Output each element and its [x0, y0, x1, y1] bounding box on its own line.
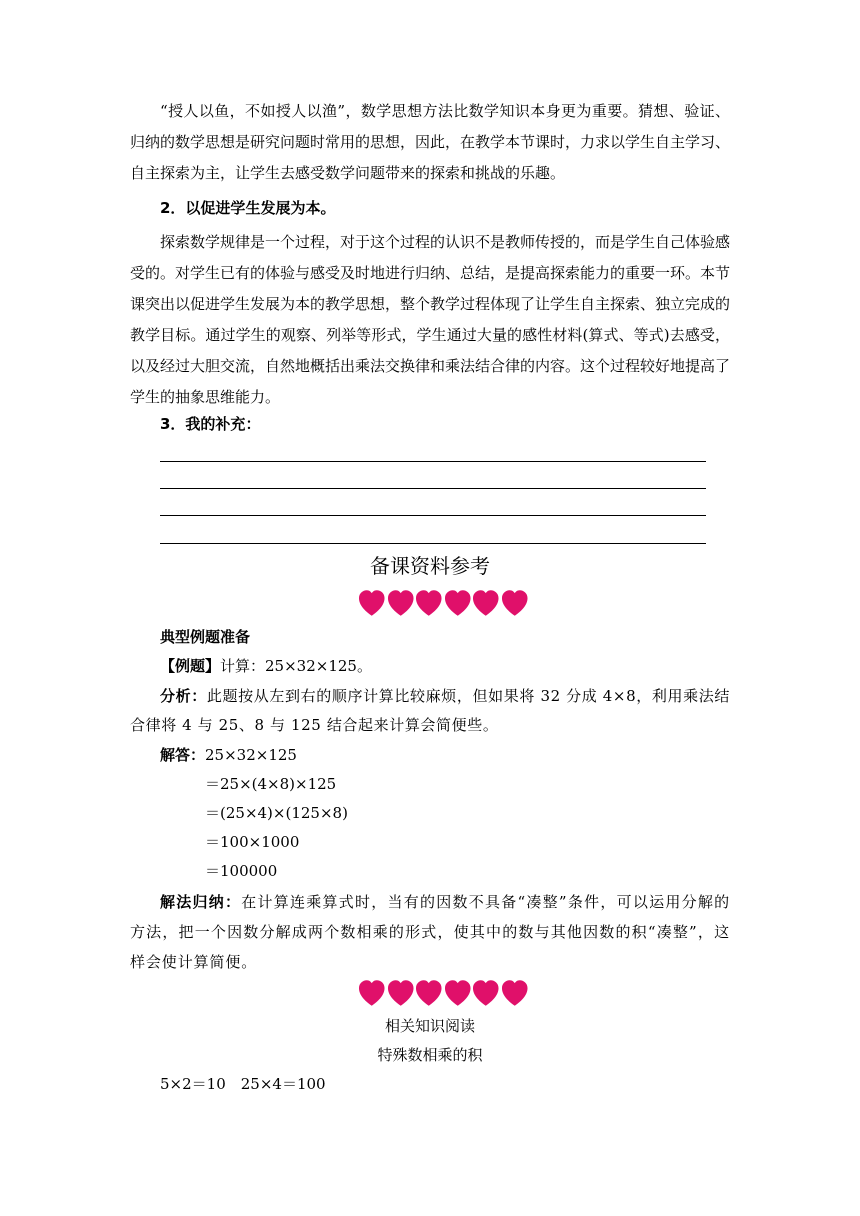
- heart-icon: [472, 979, 500, 1007]
- heading-promote-development: 2．以促进学生发展为本。: [160, 199, 336, 217]
- answer-step: ＝100×1000: [205, 833, 300, 851]
- analysis-label: 分析：: [160, 687, 207, 705]
- answer-step: ＝(25×4)×(125×8): [205, 804, 348, 822]
- heart-icon: [501, 979, 529, 1007]
- heart-icon: [358, 979, 386, 1007]
- heart-icon: [501, 589, 529, 617]
- heart-divider-bottom: [358, 979, 528, 1009]
- special-products-subtitle: 特殊数相乘的积: [377, 1046, 483, 1064]
- writing-line-4[interactable]: [160, 543, 706, 544]
- answer-step: ＝25×(4×8)×125: [205, 775, 337, 793]
- answer-step: 25×32×125: [205, 746, 297, 764]
- heading-my-supplement: 3．我的补充：: [160, 415, 261, 433]
- development-paragraph: 探索数学规律是一个过程，对于这个过程的认识不是教师传授的，而是学生自己体验感受的。对学生已有的体验与感受及时地进行归纳、总结，是提高探索能力的重要一环。本节课突出以促进学生发展为本的教学思想，整个教学过程体现了让学生自主探索、独立完成的教学目标。通过学生的观察、列举等形式，学生通过大量的感性材料(算式、等式)去感受，以及经过大胆交流，自然地概括出乘法交换律和乘法结合律的内容。这个过程较好地提高了学生的抽象思维能力。: [130, 233, 731, 406]
- heart-icon: [415, 979, 443, 1007]
- related-reading-title: 相关知识阅读: [384, 1017, 475, 1035]
- writing-line-1[interactable]: [160, 461, 706, 462]
- analysis-paragraph: [130, 682, 730, 740]
- intro-paragraph: “授人以鱼，不如授人以渔”，数学思想方法比数学知识本身更为重要。猜想、验证、归纳的数学思想是研究问题时常用的思想，因此，在教学本节课时，力求以学生自主学习、自主探索为主，让学生去感受数学问题带来的探索和挑战的乐趣。: [130, 102, 731, 182]
- answer-line-1: [160, 744, 297, 766]
- heart-icon: [472, 589, 500, 617]
- typical-examples-heading: 典型例题准备: [160, 628, 251, 646]
- example-line: [160, 655, 372, 677]
- heart-icon: [444, 589, 472, 617]
- method-summary-paragraph: [130, 887, 730, 977]
- answer-step: ＝100000: [205, 862, 278, 880]
- products-line: 5×2＝10 25×4＝100: [160, 1075, 326, 1093]
- writing-line-2[interactable]: [160, 488, 706, 489]
- heart-icon: [387, 589, 415, 617]
- heart-icon: [444, 979, 472, 1007]
- writing-line-3[interactable]: [160, 515, 706, 516]
- summary-text: 在计算连乘算式时，当有的因数不具备“凑整”条件，可以运用分解的方法，把一个因数分解成两个数相乘的形式，使其中的数与其他因数的积“凑整”，这样会使计算简便。: [130, 893, 730, 971]
- heart-divider-top: [358, 589, 528, 619]
- heart-icon: [358, 589, 386, 617]
- analysis-text: 此题按从左到右的顺序计算比较麻烦，但如果将 32 分成 4×8，利用乘法结合律将 4 与 25、8 与 125 结合起来计算会简便些。: [130, 687, 730, 734]
- summary-label: 解法归纳：: [160, 893, 242, 911]
- heart-icon: [415, 589, 443, 617]
- reference-title: 备课资料参考: [370, 554, 490, 578]
- example-label: 【例题】: [160, 657, 221, 675]
- answer-label: 解答：: [160, 746, 206, 764]
- heart-icon: [387, 979, 415, 1007]
- example-text: 计算：25×32×125。: [220, 657, 372, 675]
